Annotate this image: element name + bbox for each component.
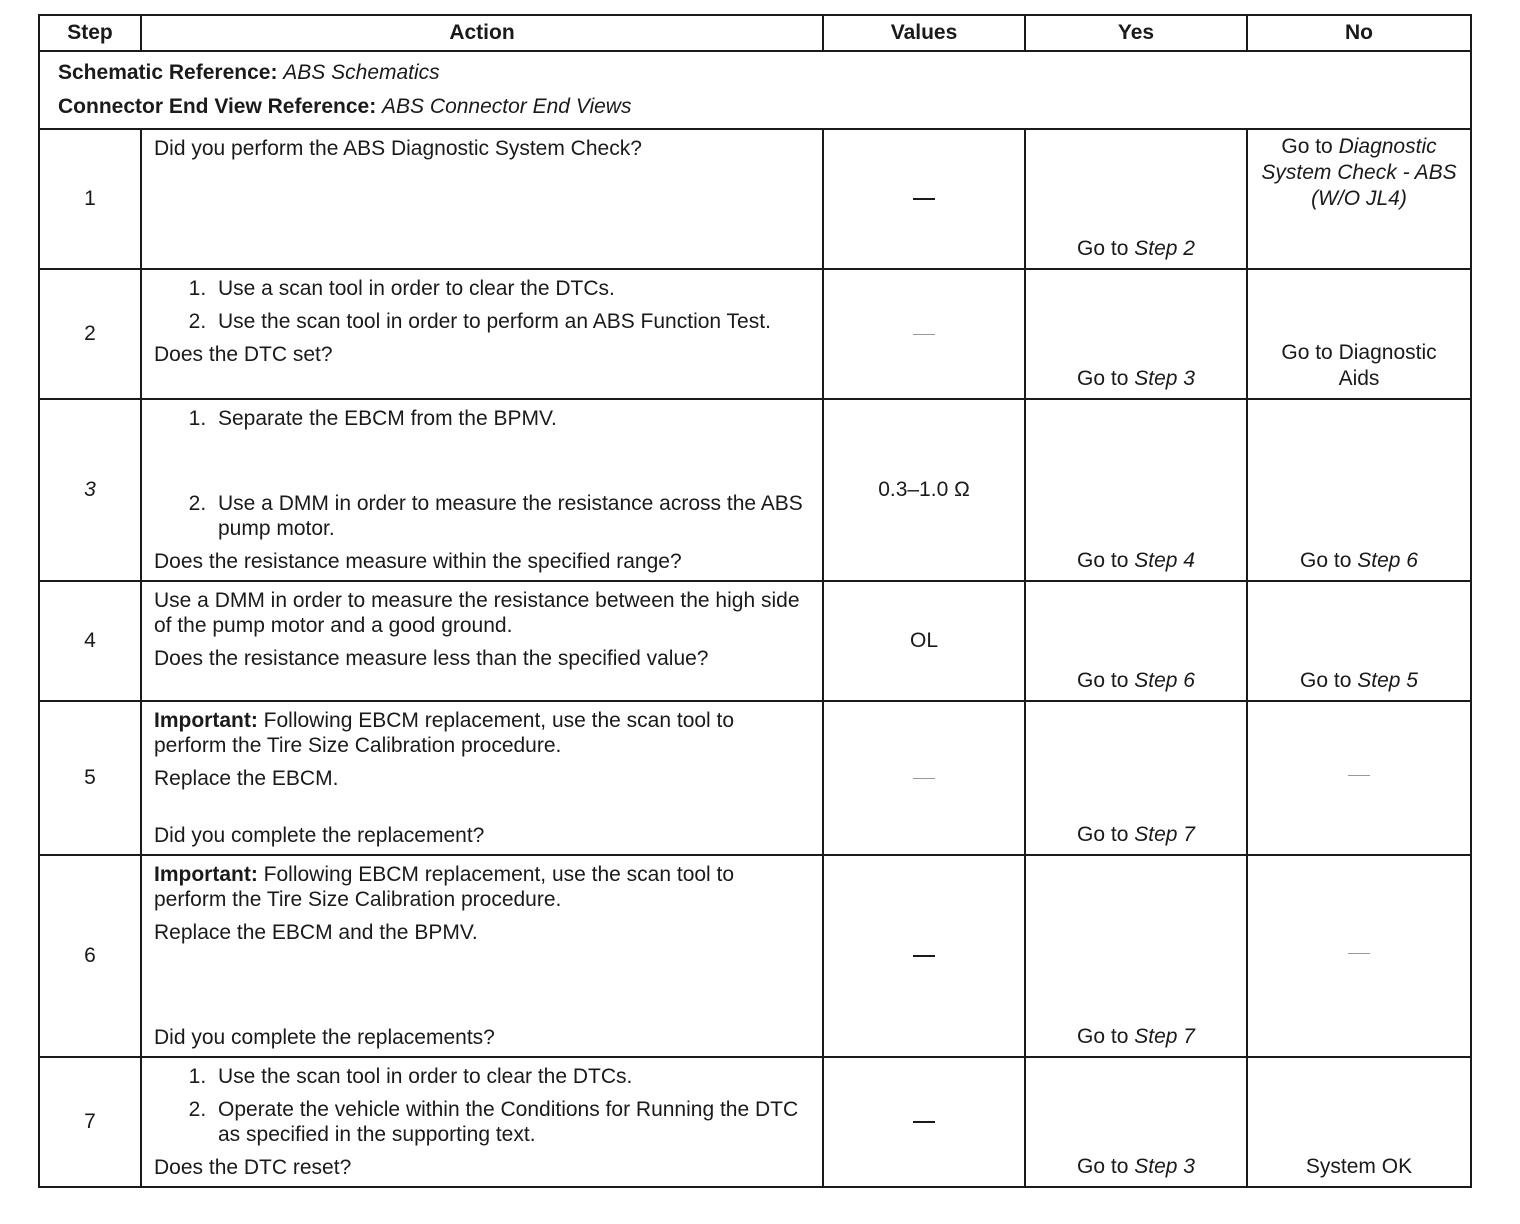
- no-dash: [1348, 953, 1370, 954]
- action-list-item: 2. Use a DMM in order to measure the resistance across the ABS pump motor.: [212, 491, 810, 541]
- yes-prefix: Go to: [1077, 1025, 1135, 1048]
- no-dash: [1348, 775, 1370, 776]
- action-list-item: 1. Separate the EBCM from the BPMV.: [212, 406, 810, 431]
- values-cell: [823, 269, 1025, 399]
- step-number: 7: [39, 1057, 141, 1187]
- schematic-reference-label: Schematic Reference:: [58, 61, 278, 84]
- yes-cell: [1025, 581, 1247, 701]
- important-text: Following EBCM replacement, use the scan tool to perform the Tire Size Calibration procedure.: [154, 709, 735, 757]
- value-dash: [913, 198, 935, 200]
- no-step-link[interactable]: Diagnostic System Check - ABS (W/O JL4): [1261, 135, 1457, 210]
- yes-prefix: Go to: [1077, 823, 1135, 846]
- connector-reference-link[interactable]: ABS Connector End Views: [382, 95, 632, 118]
- value-text: OL: [909, 629, 938, 652]
- no-step-link[interactable]: Step 5: [1357, 669, 1418, 692]
- no-cell: [1247, 129, 1471, 269]
- values-cell: [823, 129, 1025, 269]
- values-cell: [823, 855, 1025, 1057]
- values-cell: [823, 399, 1025, 581]
- no-cell: [1247, 1057, 1471, 1187]
- action-question: Does the DTC set?: [154, 343, 333, 366]
- values-cell: [823, 701, 1025, 855]
- no-cell: [1247, 581, 1471, 701]
- action-list: [154, 276, 810, 334]
- schematic-reference: [58, 56, 1452, 90]
- no-prefix: Go to: [1300, 669, 1358, 692]
- reference-cell: [39, 51, 1471, 129]
- action-cell: [141, 399, 823, 581]
- values-cell: [823, 1057, 1025, 1187]
- table-row: [39, 581, 1471, 701]
- action-text: Use a DMM in order to measure the resistance between the high side of the pump motor and a good ground.: [154, 589, 800, 637]
- table-row: [39, 269, 1471, 399]
- value-dash: [913, 1121, 935, 1123]
- value-dash: [913, 778, 935, 779]
- yes-step-link[interactable]: Step 4: [1134, 549, 1195, 572]
- yes-prefix: Go to: [1077, 549, 1135, 572]
- no-cell: [1247, 399, 1471, 581]
- yes-step-link[interactable]: Step 3: [1134, 1155, 1195, 1178]
- header-step: Step: [39, 15, 141, 51]
- action-instruction: Replace the EBCM and the BPMV.: [154, 921, 478, 944]
- action-question: Did you perform the ABS Diagnostic System Check?: [154, 137, 642, 160]
- important-note: [154, 708, 810, 758]
- step-number: 6: [39, 855, 141, 1057]
- action-question: Did you complete the replacements?: [154, 1026, 495, 1049]
- action-list: [154, 1064, 810, 1147]
- yes-cell: [1025, 1057, 1247, 1187]
- yes-prefix: Go to: [1077, 1155, 1135, 1178]
- yes-cell: [1025, 129, 1247, 269]
- yes-step-link[interactable]: Step 2: [1134, 237, 1195, 260]
- step-number: 4: [39, 581, 141, 701]
- no-step-link[interactable]: Step 6: [1357, 549, 1418, 572]
- connector-reference: [58, 90, 1452, 124]
- no-cell: [1247, 855, 1471, 1057]
- action-list-item: 2. Use the scan tool in order to perform an ABS Function Test.: [212, 309, 810, 334]
- action-question: Did you complete the replacement?: [154, 824, 485, 847]
- table-row: [39, 399, 1471, 581]
- schematic-reference-link[interactable]: ABS Schematics: [283, 61, 440, 84]
- yes-prefix: Go to: [1077, 367, 1135, 390]
- action-cell: [141, 581, 823, 701]
- connector-reference-label: Connector End View Reference:: [58, 95, 377, 118]
- action-list-item: 2. Operate the vehicle within the Conditions for Running the DTC as specified in the supporting text.: [212, 1097, 810, 1147]
- action-question: Does the resistance measure within the specified range?: [154, 550, 682, 573]
- table-row: [39, 855, 1471, 1057]
- table-row: [39, 1057, 1471, 1187]
- important-note: [154, 862, 810, 912]
- yes-cell: [1025, 855, 1247, 1057]
- action-question: Does the DTC reset?: [154, 1156, 352, 1179]
- yes-step-link[interactable]: Step 3: [1134, 367, 1195, 390]
- action-cell: [141, 701, 823, 855]
- step-number: 5: [39, 701, 141, 855]
- yes-cell: [1025, 701, 1247, 855]
- step-number: 2: [39, 269, 141, 399]
- action-cell: [141, 129, 823, 269]
- yes-prefix: Go to: [1077, 669, 1135, 692]
- yes-step-link[interactable]: Step 7: [1134, 823, 1195, 846]
- header-no: No: [1247, 15, 1471, 51]
- table-row: [39, 129, 1471, 269]
- action-cell: [141, 855, 823, 1057]
- action-list-item: 1. Use the scan tool in order to clear the DTCs.: [212, 1064, 810, 1089]
- no-prefix: Go to: [1300, 549, 1358, 572]
- yes-prefix: Go to: [1077, 237, 1135, 260]
- header-action: Action: [141, 15, 823, 51]
- important-label: Important:: [154, 709, 258, 732]
- header-values: Values: [823, 15, 1025, 51]
- yes-cell: [1025, 399, 1247, 581]
- table-row: [39, 701, 1471, 855]
- step-number: 3: [39, 399, 141, 581]
- value-text: 0.3–1.0 Ω: [878, 478, 970, 501]
- value-dash: [913, 334, 935, 335]
- no-cell: [1247, 269, 1471, 399]
- no-text[interactable]: Go to Diagnostic Aids: [1281, 341, 1437, 390]
- action-instruction: Replace the EBCM.: [154, 767, 339, 790]
- step-number: 1: [39, 129, 141, 269]
- values-cell: [823, 581, 1025, 701]
- important-text: Following EBCM replacement, use the scan tool to perform the Tire Size Calibration procedure.: [154, 863, 735, 911]
- yes-step-link[interactable]: Step 7: [1134, 1025, 1195, 1048]
- header-row: [39, 15, 1471, 51]
- diagnostic-table: [38, 14, 1472, 1188]
- action-list: [154, 406, 810, 541]
- action-cell: [141, 1057, 823, 1187]
- action-question: Does the resistance measure less than the specified value?: [154, 647, 709, 670]
- no-text: System OK: [1305, 1155, 1413, 1178]
- header-yes: Yes: [1025, 15, 1247, 51]
- value-dash: [913, 955, 935, 957]
- reference-row: [39, 51, 1471, 129]
- action-list-item: 1. Use a scan tool in order to clear the DTCs.: [212, 276, 810, 301]
- important-label: Important:: [154, 863, 258, 886]
- action-cell: [141, 269, 823, 399]
- no-cell: [1247, 701, 1471, 855]
- no-prefix: Go to: [1281, 135, 1339, 158]
- yes-step-link[interactable]: Step 6: [1134, 669, 1195, 692]
- yes-cell: [1025, 269, 1247, 399]
